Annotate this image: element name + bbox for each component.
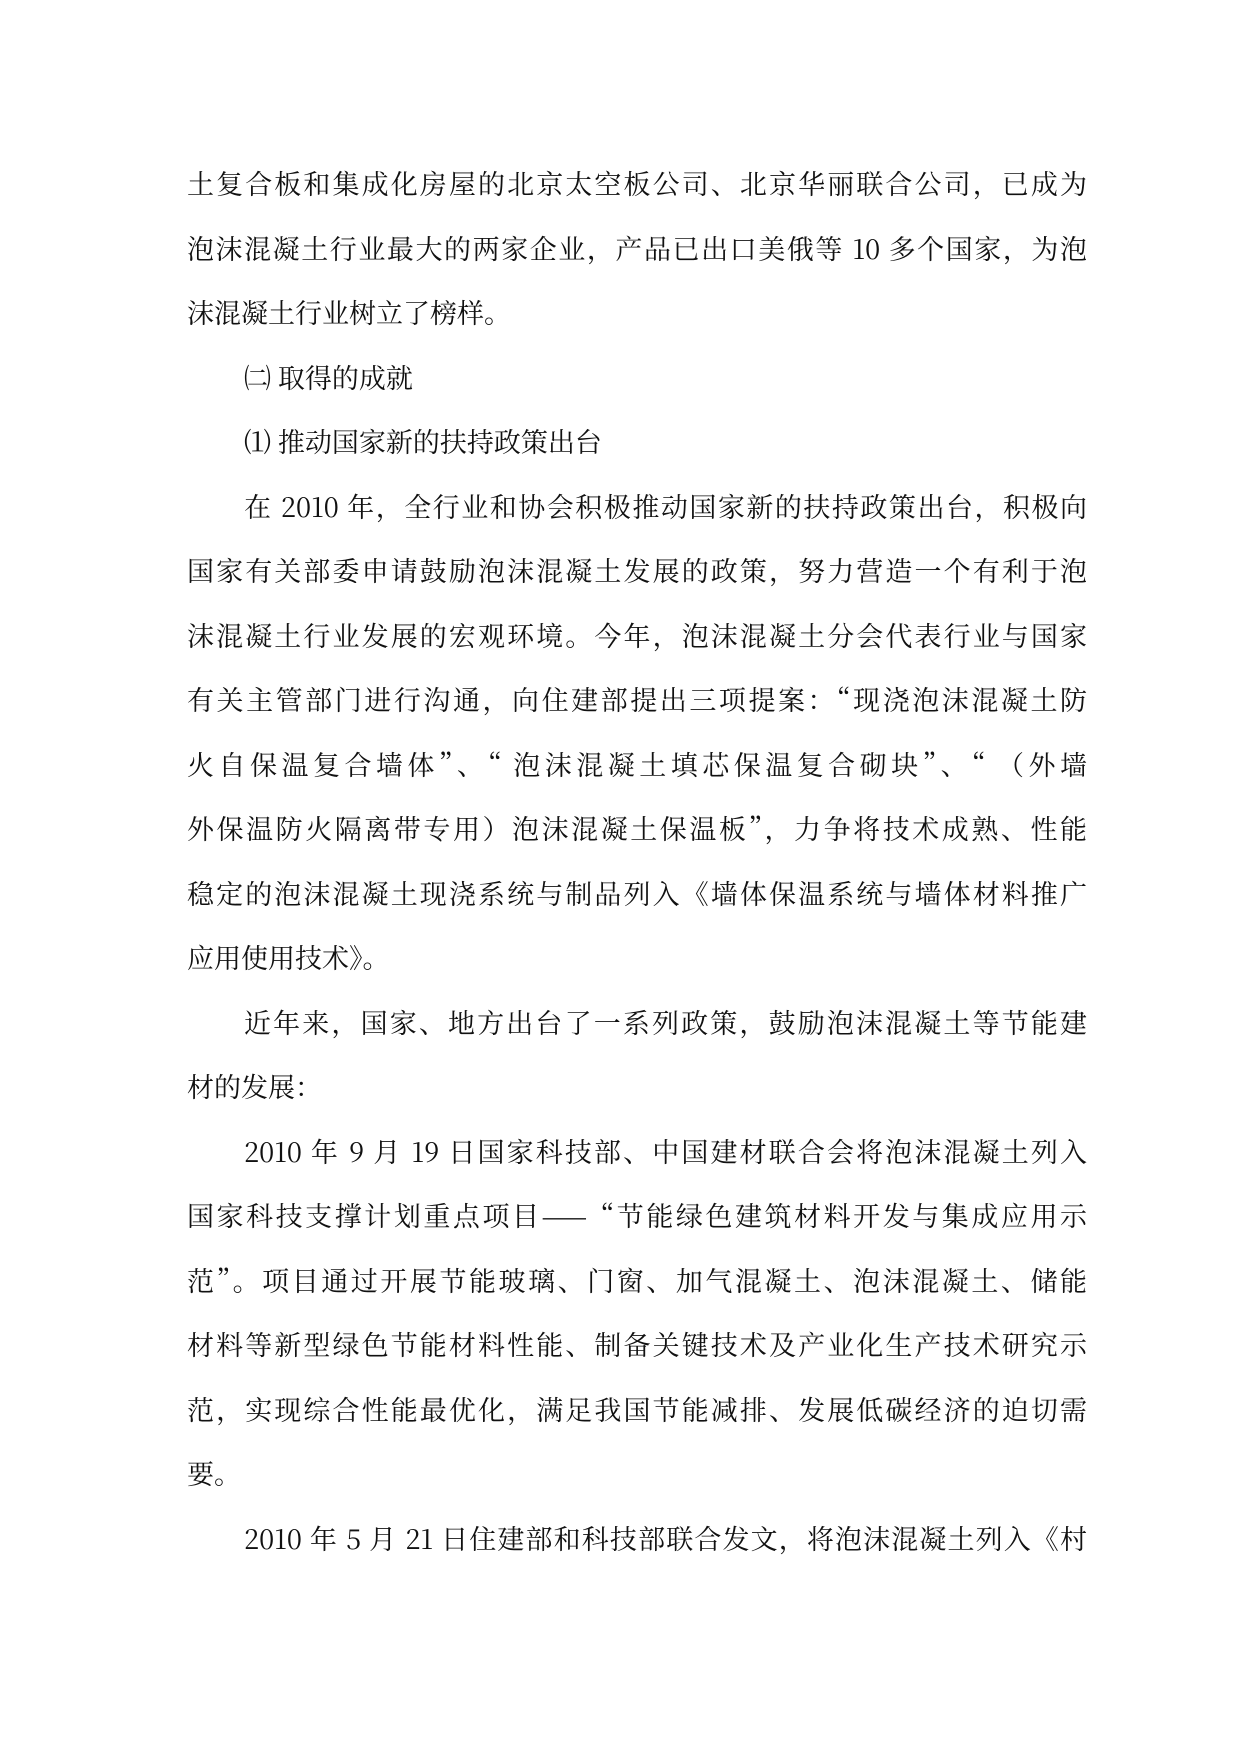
section-heading: ㈡ 取得的成就 bbox=[244, 356, 413, 396]
text-line: 外保温防火隔离带专用）泡沫混凝土保温板”，力争将技术成熟、性能 bbox=[187, 808, 1087, 847]
text-line: 沫混凝土行业树立了榜样。 bbox=[187, 292, 511, 331]
text-line: 国家科技支撑计划重点项目——“节能绿色建筑材料开发与集成应用示 bbox=[187, 1195, 1087, 1234]
subsection-heading: ⑴ 推动国家新的扶持政策出台 bbox=[244, 421, 602, 460]
text-line: 材的发展： bbox=[187, 1066, 322, 1105]
text-line: 泡沫混凝土行业最大的两家企业，产品已出口美俄等 10 多个国家，为泡 bbox=[187, 227, 1087, 267]
text-line: 近年来，国家、地方出台了一系列政策，鼓励泡沫混凝土等节能建 bbox=[244, 1001, 1087, 1041]
body-text bbox=[187, 151, 1087, 1570]
text-line: 应用使用技术》。 bbox=[187, 937, 390, 976]
text-line: 范，实现综合性能最优化，满足我国节能减排、发展低碳经济的迫切需 bbox=[187, 1388, 1087, 1428]
text-line: 国家有关部委申请鼓励泡沫混凝土发展的政策，努力营造一个有利于泡 bbox=[187, 550, 1087, 589]
text-line: 沫混凝土行业发展的宏观环境。今年，泡沫混凝土分会代表行业与国家 bbox=[187, 614, 1087, 654]
text-line: 2010 年 9 月 19 日国家科技部、中国建材联合会将泡沫混凝土列入 bbox=[244, 1130, 1087, 1170]
text-line: 火自保温复合墙体”、“ 泡沫混凝土填芯保温复合砌块”、“ （外墙 bbox=[187, 743, 1087, 783]
text-line: 材料等新型绿色节能材料性能、制备关键技术及产业化生产技术研究示 bbox=[187, 1324, 1087, 1363]
text-line: 稳定的泡沫混凝土现浇系统与制品列入《墙体保温系统与墙体材料推广 bbox=[187, 872, 1087, 912]
text-line: 2010 年 5 月 21 日住建部和科技部联合发文，将泡沫混凝土列入《村 bbox=[244, 1517, 1087, 1557]
text-line: 有关主管部门进行沟通，向住建部提出三项提案：“现浇泡沫混凝土防 bbox=[187, 679, 1087, 718]
text-line: 要。 bbox=[187, 1453, 241, 1492]
text-line: 土复合板和集成化房屋的北京太空板公司、北京华丽联合公司，已成为 bbox=[187, 163, 1087, 202]
text-line: 范”。项目通过开展节能玻璃、门窗、加气混凝土、泡沫混凝土、储能 bbox=[187, 1259, 1087, 1299]
text-line: 在 2010 年，全行业和协会积极推动国家新的扶持政策出台，积极向 bbox=[244, 485, 1087, 525]
